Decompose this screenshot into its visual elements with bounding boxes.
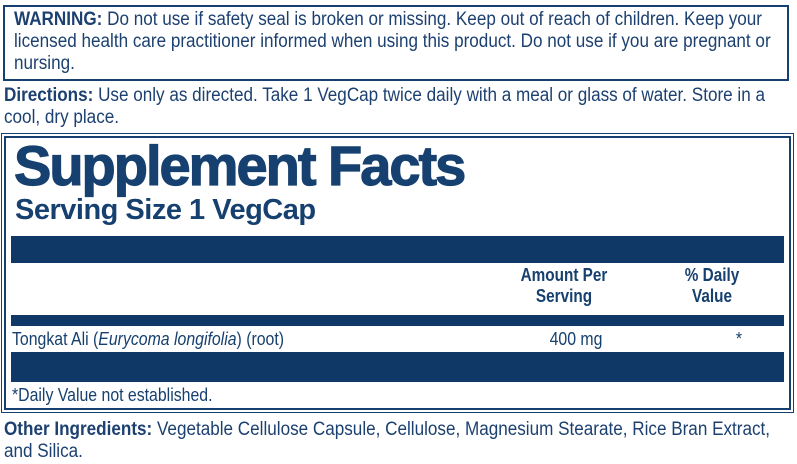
column-header-amount-line2: Serving <box>535 286 593 306</box>
directions-text <box>4 85 794 129</box>
other-ingredients-section <box>4 419 794 463</box>
column-header-amount <box>479 265 649 307</box>
ingredient-name <box>12 327 284 351</box>
supplement-facts-inner <box>4 136 791 410</box>
directions-body: Use only as directed. Take 1 VegCap twice daily with a meal or glass of water. Store in a cool, dry place. <box>4 85 766 128</box>
directions-label: Directions: <box>4 85 94 106</box>
warning-box <box>3 5 789 81</box>
divider-bar-top <box>11 236 784 263</box>
column-header-dv-line2: Value <box>692 286 732 306</box>
divider-bar-middle <box>11 315 784 326</box>
warning-label: WARNING: <box>14 9 103 30</box>
other-ingredients-label: Other Ingredients: <box>4 419 153 440</box>
warning-text <box>14 9 778 75</box>
column-header-dv-line1: % Daily <box>684 265 740 285</box>
column-header-dv <box>627 265 797 307</box>
ingredient-name-latin: Eurycoma longifolia <box>98 329 237 349</box>
daily-value-footnote: *Daily Value not established. <box>12 385 213 405</box>
warning-body: Do not use if safety seal is broken or missing. Keep out of reach of children. Keep your licensed health care practitioner informed when using this product. Do not use if you are pregnant or nursing. <box>14 9 771 74</box>
ingredient-name-suffix: ) (root) <box>236 329 285 349</box>
panel-title: Supplement Facts <box>14 134 465 197</box>
ingredient-name-prefix: Tongkat Ali ( <box>12 329 99 349</box>
ingredient-daily-value: * <box>735 329 743 349</box>
divider-bar-bottom <box>11 352 784 382</box>
serving-size: Serving Size 1 VegCap <box>15 194 316 226</box>
other-ingredients-text <box>4 419 794 463</box>
ingredient-amount: 400 mg <box>549 329 603 349</box>
other-ingredients-body: Vegetable Cellulose Capsule, Cellulose, Magnesium Stearate, Rice Bran Extract, and Silica. <box>4 419 771 462</box>
directions-section <box>4 85 794 129</box>
supplement-facts-panel <box>1 133 794 413</box>
column-header-amount-line1: Amount Per <box>520 265 608 285</box>
